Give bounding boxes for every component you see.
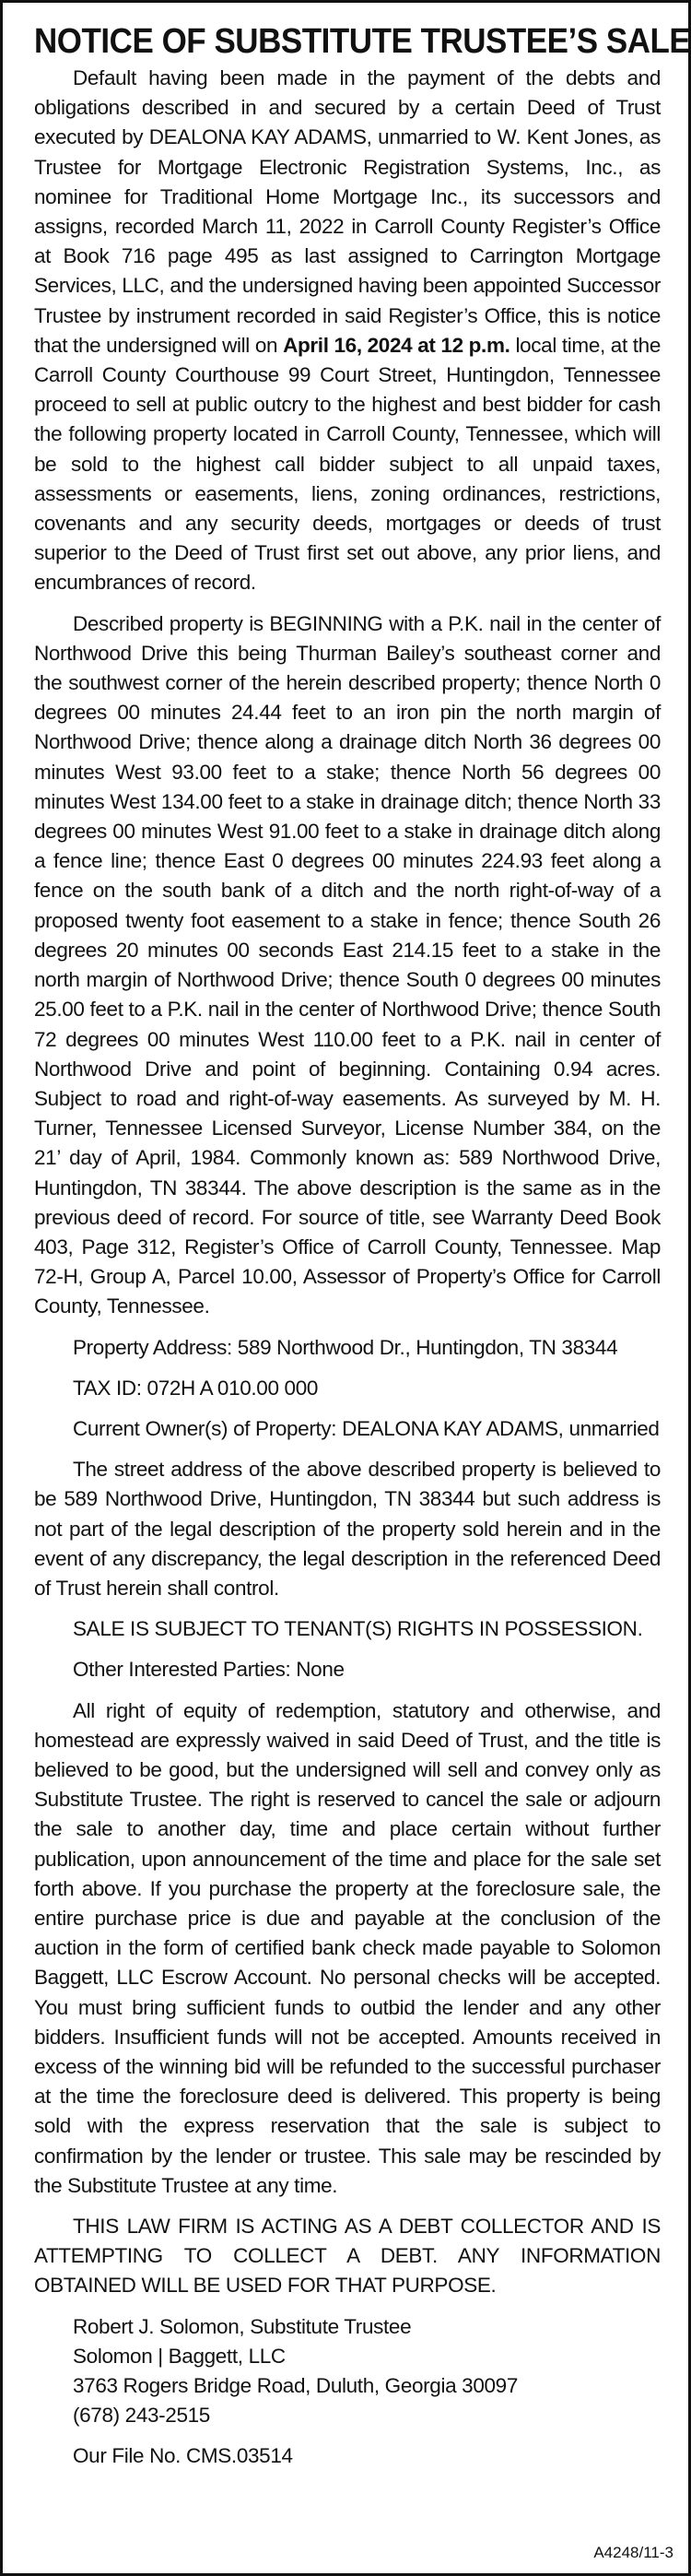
default-paragraph [34, 64, 661, 598]
signature-address: 3763 Rogers Bridge Road, Duluth, Georgia 30097 [73, 2374, 518, 2398]
notice-title: NOTICE OF SUBSTITUTE TRUSTEE’S SALE [34, 22, 691, 61]
tenant-rights-line: SALE IS SUBJECT TO TENANT(S) RIGHTS IN POSSESSION. [73, 1617, 643, 1641]
property-description-paragraph: Described property is BEGINNING with a P.K. nail in the center of Northwood Drive this being Thurman Bailey’s southeast corner and the southwest corner of the herein described property; thence North 0 degrees 00 minutes 24.44 feet to an iron pin the north margin of Northwood Drive; thence along a drainage ditch North 36 degrees 00 minutes West 93.00 feet to a stake; thence North 56 degrees 00 minutes West 134.00 feet to a stake in drainage ditch; thence North 33 degrees 00 minutes West 91.00 feet to a stake in drainage ditch along a fence line; thence East 0 degrees 00 minutes 224.93 feet along a fence on the south bank of a ditch and the north right-of-way of a proposed twenty foot easement to a stake in fence; thence South 26 degrees 20 minutes 00 seconds East 214.15 feet to a stake in the north margin of Northwood Drive; thence South 0 degrees 00 minutes 25.00 feet to a P.K. nail in the center of Northwood Drive; thence South 72 degrees 00 minutes West 110.00 feet to a P.K. nail in center of Northwood Drive and point of beginning. Containing 0.94 acres. Subject to road and right-of-way easements. As surveyed by M. H. Turner, Tennessee Licensed Surveyor, License Number 384, on the 21’ day of April, 1984. Commonly known as: 589 Northwood Drive, Huntingdon, TN 38344. The above description is the same as in the previous deed of record. For source of title, see Warranty Deed Book 403, Page 312, Register’s Office of Carroll County, Tennessee. Map 72-H, Group A, Parcel 10.00, Assessor of Property’s Office for Carroll County, Tennessee. [34, 611, 661, 1318]
default-paragraph-rest: local time, at the Carroll County Courthouse 99 Court Street, Huntingdon, Tennessee proceed to sell at public outcry to the highest and best bidder for cash the following property located in Carroll County, Tennessee, which will be sold to the highest call bidder subject to all unpaid taxes, assessments or easements, liens, zoning ordinances, restrictions, covenants and any security deeds, mortgages or deeds of trust superior to the Deed of Trust first set out above, any prior liens, and encumbrances of record. [34, 333, 662, 595]
signature-phone: (678) 243-2515 [73, 2404, 210, 2428]
signature-name: Robert J. Solomon, Substitute Trustee [73, 2314, 412, 2338]
debt-collector-paragraph: THIS LAW FIRM IS ACTING AS A DEBT COLLECTOR AND IS ATTEMPTING TO COLLECT A DEBT. ANY INFORMATION OBTAINED WILL BE USED FOR THAT PURPOSE. [34, 2215, 661, 2298]
signature-firm: Solomon | Baggett, LLC [73, 2344, 286, 2368]
default-paragraph-intro: Default having been made in the payment of the debts and obligations described in and secured by a certain Deed of Trust executed by DEALONA KAY ADAMS, unmarried to W. Kent Jones, as Trustee for Mortgage Electronic Registration Systems, Inc., as nominee for Traditional Home Mortgage Inc., its successors and assigns, recorded March 11, 2022 in Carroll County Register’s Office at Book 716 page 495 as last assigned to Carrington Mortgage Services, LLC, and the undersigned having been appointed Successor Trustee by instrument recorded in said Register’s Office, this is notice that the undersigned will on [34, 66, 661, 357]
other-parties-line: Other Interested Parties: None [73, 1658, 345, 1682]
file-number-line: Our File No. CMS.03514 [73, 2444, 293, 2468]
ad-reference-code: A4248/11-3 [593, 2544, 673, 2561]
equity-redemption-paragraph: All right of equity of redemption, statutory and otherwise, and homestead are expressly waived in said Deed of Trust, and the title is believed to be good, but the undersigned will sell and convey only as Substitute Trustee. The right is reserved to cancel the sale or adjourn the sale to another day, time and place certain without further publication, upon announcement of the time and place for the sale set forth above. If you purchase the property at the foreclosure sale, the entire purchase price is due and payable at the conclusion of the auction in the form of certified bank check made payable to Solomon Baggett, LLC Escrow Account. No personal checks will be accepted. You must bring sufficient funds to outbid the lender and any other bidders. Insufficient funds will not be accepted. Amounts received in excess of the winning bid will be refunded to the successful purchaser at the time the foreclosure deed is delivered. This property is being sold with the express reservation that the sale is subject to confirmation by the lender or trustee. This sale may be rescinded by the Substitute Trustee at any time. [34, 1698, 661, 2197]
property-address-line: Property Address: 589 Northwood Dr., Huntingdon, TN 38344 [73, 1335, 618, 1359]
signature-block [34, 2312, 661, 2431]
sale-date-time: April 16, 2024 at 12 p.m. [283, 333, 510, 357]
current-owner-line: Current Owner(s) of Property: DEALONA KAY ADAMS, unmarried [73, 1416, 660, 1440]
tax-id-line: TAX ID: 072H A 010.00 000 [73, 1376, 319, 1400]
street-address-paragraph: The street address of the above described property is believed to be 589 Northwood Drive, Huntingdon, TN 38344 but such address is not part of the legal description of the property sold herein and in the event of any discrepancy, the legal description in the referenced Deed of Trust herein shall control. [34, 1458, 661, 1600]
